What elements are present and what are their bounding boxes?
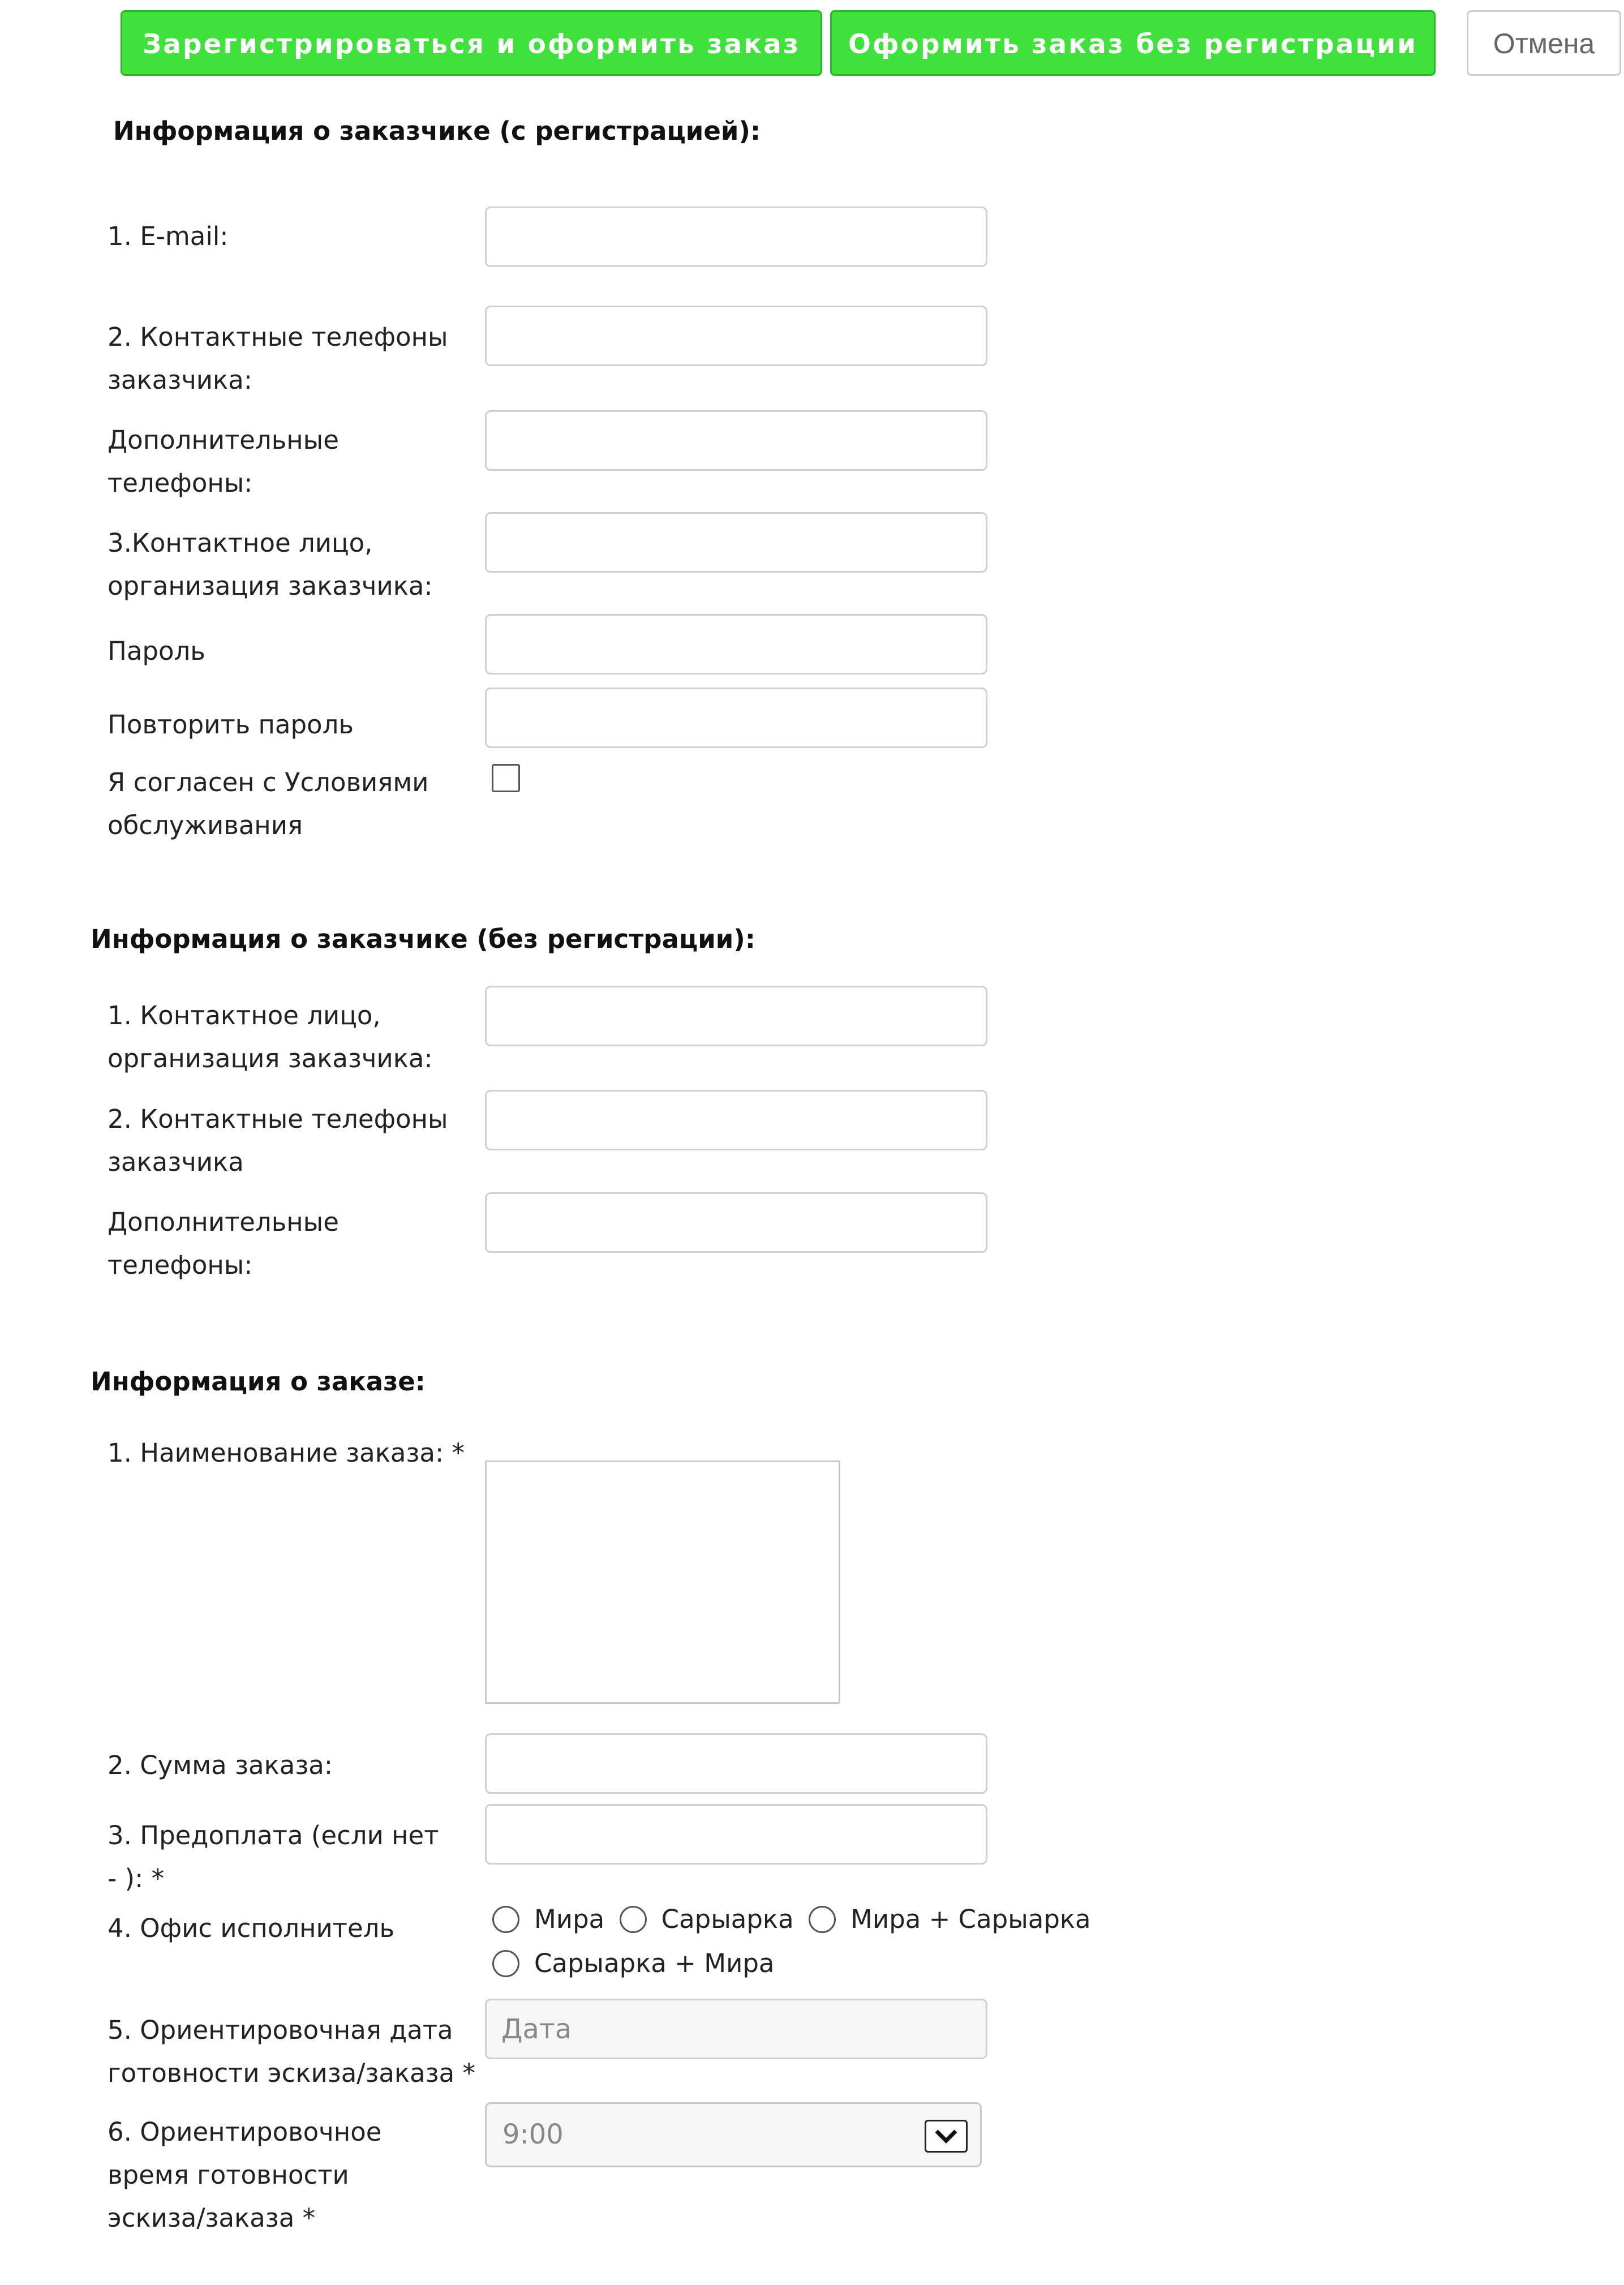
section-title-order: Информация о заказе: — [91, 1367, 426, 1397]
guest-contact-person-label: 1. Контактное лицо, организация заказчика: — [108, 1000, 433, 1073]
cancel-button[interactable]: Отмена — [1467, 10, 1621, 76]
office-option-label: Сарыарка — [661, 1904, 794, 1934]
radio-circle-icon[interactable] — [492, 1950, 519, 1977]
contact-phones-label: 2. Контактные телефоны заказчика: — [108, 322, 448, 395]
office-option-mira-saryarka[interactable] — [809, 1904, 1091, 1934]
order-name-textarea[interactable] — [485, 1461, 840, 1704]
office-option-saryarka[interactable] — [620, 1904, 794, 1934]
office-label: 4. Офис исполнитель — [108, 1913, 394, 1943]
guest-extra-phones-input[interactable] — [485, 1192, 987, 1253]
repeat-password-label: Повторить пароль — [108, 710, 354, 740]
extra-phones-input[interactable] — [485, 410, 987, 471]
ready-date-label: 5. Ориентировочная дата готовности эскиза/заказа * — [108, 2015, 475, 2088]
extra-phones-label: Дополнительные телефоны: — [108, 425, 339, 498]
email-input[interactable] — [485, 207, 987, 267]
password-input[interactable] — [485, 614, 987, 675]
office-radio-group-row2 — [492, 1948, 787, 1988]
ready-time-label: 6. Ориентировочное время готовности эскиза/заказа * — [108, 2117, 382, 2233]
guest-extra-phones-label: Дополнительные телефоны: — [108, 1207, 339, 1280]
office-option-saryarka-mira[interactable] — [492, 1948, 775, 1978]
order-without-registration-button[interactable]: Оформить заказ без регистрации — [830, 10, 1436, 76]
office-option-mira[interactable] — [492, 1904, 604, 1934]
order-sum-input[interactable] — [485, 1733, 987, 1794]
guest-contact-person-input[interactable] — [485, 986, 987, 1046]
section-title-guest: Информация о заказчике (без регистрации): — [91, 924, 755, 954]
radio-circle-icon[interactable] — [620, 1906, 647, 1933]
office-option-label: Мира — [534, 1904, 605, 1934]
ready-time-value: 9:00 — [502, 2119, 564, 2150]
repeat-password-input[interactable] — [485, 688, 987, 748]
order-name-label: 1. Наименование заказа: * — [108, 1438, 465, 1468]
email-label: 1. E-mail: — [108, 221, 229, 251]
contact-person-input[interactable] — [485, 512, 987, 573]
office-option-label: Сарыарка + Мира — [534, 1948, 775, 1978]
contact-person-label: 3.Контактное лицо, организация заказчика: — [108, 528, 433, 601]
password-label: Пароль — [108, 636, 205, 666]
radio-circle-icon[interactable] — [492, 1906, 519, 1933]
order-sum-label: 2. Сумма заказа: — [108, 1750, 333, 1780]
prepayment-label: 3. Предоплата (если нет - ): * — [108, 1820, 439, 1893]
office-option-label: Мира + Сарыарка — [850, 1904, 1091, 1934]
register-and-order-button[interactable]: Зарегистрироваться и оформить заказ — [121, 10, 822, 76]
ready-time-select[interactable] — [485, 2102, 982, 2167]
section-title-registered: Информация о заказчике (с регистрацией): — [113, 116, 761, 146]
guest-contact-phones-label: 2. Контактные телефоны заказчика — [108, 1104, 448, 1177]
prepayment-input[interactable] — [485, 1804, 987, 1865]
contact-phones-input[interactable] — [485, 306, 987, 366]
guest-contact-phones-input[interactable] — [485, 1090, 987, 1150]
ready-date-input[interactable] — [485, 1999, 987, 2059]
chevron-down-icon[interactable] — [925, 2120, 968, 2153]
radio-circle-icon[interactable] — [809, 1906, 836, 1933]
agreement-checkbox[interactable] — [492, 764, 520, 792]
office-radio-group — [492, 1904, 1103, 1944]
agreement-label: Я согласен с Условиями обслуживания — [108, 767, 429, 840]
